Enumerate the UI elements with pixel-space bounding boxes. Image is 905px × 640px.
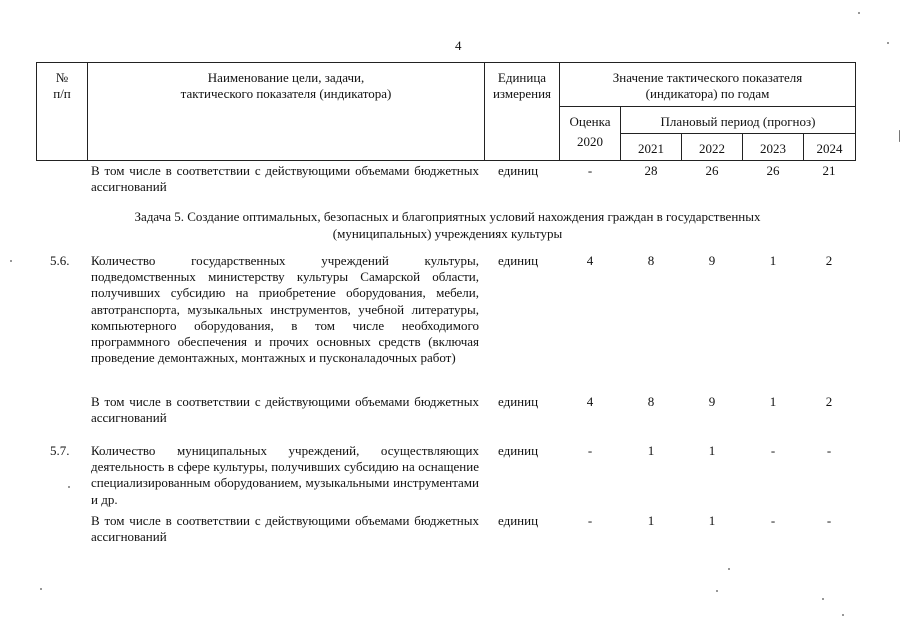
row-value-2021: 1: [647, 513, 655, 528]
row-unit: единиц: [498, 253, 539, 268]
header-year-2023: 2023: [760, 141, 786, 156]
row-value-2024: 21: [822, 163, 836, 178]
row-value-2020: 4: [586, 253, 594, 268]
row-value-2024: -: [826, 513, 832, 528]
row-value-2023: -: [770, 443, 776, 458]
row-value-2021: 8: [647, 253, 655, 268]
row-value-2020: -: [587, 513, 593, 528]
task-heading-line1: Задача 5. Создание оптимальных, безопасных и благоприятных условий нахождения граждан в государственных: [134, 209, 761, 224]
row-unit: единиц: [498, 394, 539, 409]
header-year-2024: 2024: [816, 141, 843, 156]
header-value: Значение тактического показателя (индикатора) по годам: [612, 70, 803, 101]
header-name: Наименование цели, задачи, тактического показателя (индикатора): [180, 70, 392, 101]
header-unit: Единица измерения: [492, 70, 552, 101]
row-value-2022: 1: [708, 513, 716, 528]
row-unit: единиц: [498, 443, 539, 458]
row-value-2023: 1: [769, 394, 777, 409]
row-unit: единиц: [498, 163, 539, 178]
row-unit: единиц: [498, 513, 539, 528]
row-value-2024: 2: [825, 394, 833, 409]
header-num: № п/п: [53, 70, 71, 101]
header-estimate: Оценка: [569, 114, 611, 129]
row-value-2020: 4: [586, 394, 594, 409]
row-value-2023: 1: [769, 253, 777, 268]
row-text: В том числе в соответствии с действующими объемами бюджетных ассигнований: [91, 163, 479, 195]
row-value-2021: 28: [644, 163, 658, 178]
row-text: В том числе в соответствии с действующими объемами бюджетных ассигнований: [91, 394, 479, 426]
row-value-2021: 1: [647, 443, 655, 458]
header-estimate-year: 2020: [577, 134, 603, 149]
row-value-2023: 26: [766, 163, 780, 178]
row-value-2022: 9: [708, 253, 716, 268]
row-text: Количество государственных учреждений культуры, подведомственных министерству культуры Самарской области, получивших субсидию на приобретение оборудования, мебели, автотранспорта, музыкальных инструментов, учебной литературы, компьютерного оборудования, в том числе необходимого программного обеспечения и прочих основных средств (включая проведение демонтажных, монтажных и пусконаладочных работ): [91, 253, 479, 366]
row-value-2020: -: [587, 163, 593, 178]
row-value-2022: 9: [708, 394, 716, 409]
row-text: Количество муниципальных учреждений, осуществляющих деятельность в сфере культуры, получивших субсидию на оснащение специализированным оборудованием, музыкальными инструментами и др.: [91, 443, 479, 507]
header-plan: Плановый период (прогноз): [660, 114, 816, 129]
row-num: 5.6.: [50, 253, 70, 268]
row-value-2021: 8: [647, 394, 655, 409]
header-year-2021: 2021: [638, 141, 664, 156]
row-num: 5.7.: [50, 443, 70, 458]
row-value-2024: 2: [825, 253, 833, 268]
header-year-2022: 2022: [699, 141, 725, 156]
row-value-2023: -: [770, 513, 776, 528]
row-value-2020: -: [587, 443, 593, 458]
task-heading-line2: (муниципальных) учреждениях культуры: [332, 226, 563, 241]
row-value-2022: 26: [705, 163, 719, 178]
row-value-2022: 1: [708, 443, 716, 458]
row-text: В том числе в соответствии с действующими объемами бюджетных ассигнований: [91, 513, 479, 545]
row-value-2024: -: [826, 443, 832, 458]
page-number: 4: [455, 38, 462, 53]
